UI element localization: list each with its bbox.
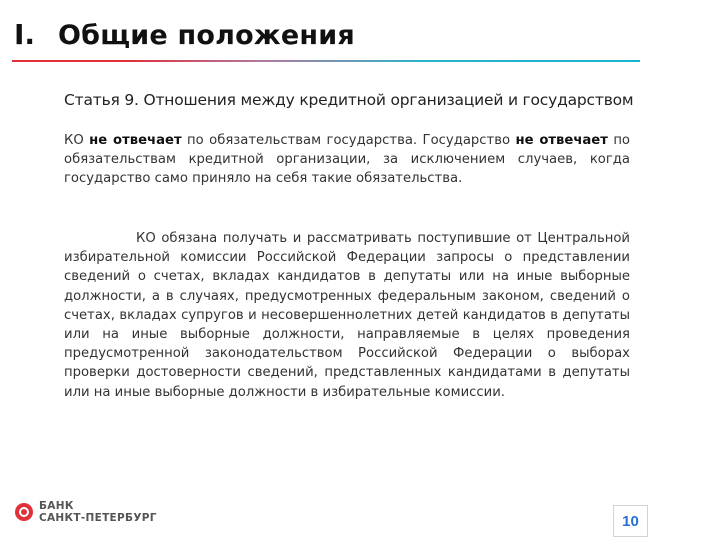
bank-logo-line2: САНКТ-ПЕТЕРБУРГ xyxy=(39,512,157,524)
page-number: 10 xyxy=(613,505,648,537)
section-number: I. xyxy=(14,18,36,51)
paragraph-liability-text-3: по обязательствам кредитной организации, за исключением случаев, когда государство само приняло на себя такие обязательства. xyxy=(64,133,631,187)
title-divider xyxy=(12,60,640,62)
bank-logo xyxy=(14,500,157,524)
bank-logo-icon xyxy=(14,502,34,522)
bank-logo-line1: БАНК xyxy=(39,500,74,512)
paragraph-liability-text-2: по обязательствам государства. Государство xyxy=(181,133,516,148)
paragraph-liability-text-1: КО xyxy=(64,133,90,148)
article-heading: Статья 9. Отношения между кредитной организацией и государством xyxy=(64,91,634,109)
slide-title xyxy=(14,18,700,51)
page-title: Общие положения xyxy=(58,20,355,51)
bank-logo-text xyxy=(39,500,157,524)
paragraph-liability xyxy=(64,131,630,189)
paragraph-liability-bold-1: не отвечает xyxy=(89,133,182,148)
paragraph-election-requests: КО обязана получать и рассматривать поступившие от Центральной избирательной комиссии Российской Федерации запросы о представлении сведений о счетах, вкладах кандидатов в депутаты или на иные выборные должности, а в случаях, предусмотренных федеральным законом, сведений о счетах, вкладах супругов и несовершеннолетних детей кандидатов в депутаты или на иные выборные должности, направляемые в целях проведения предусмотренной законодательством Российской Федерации о выборах проверки достоверности сведений, представленных кандидатами в депутаты или на иные выборные должности в избирательные комиссии. xyxy=(64,231,630,400)
paragraph-liability-bold-2: не отвечает xyxy=(515,133,608,148)
